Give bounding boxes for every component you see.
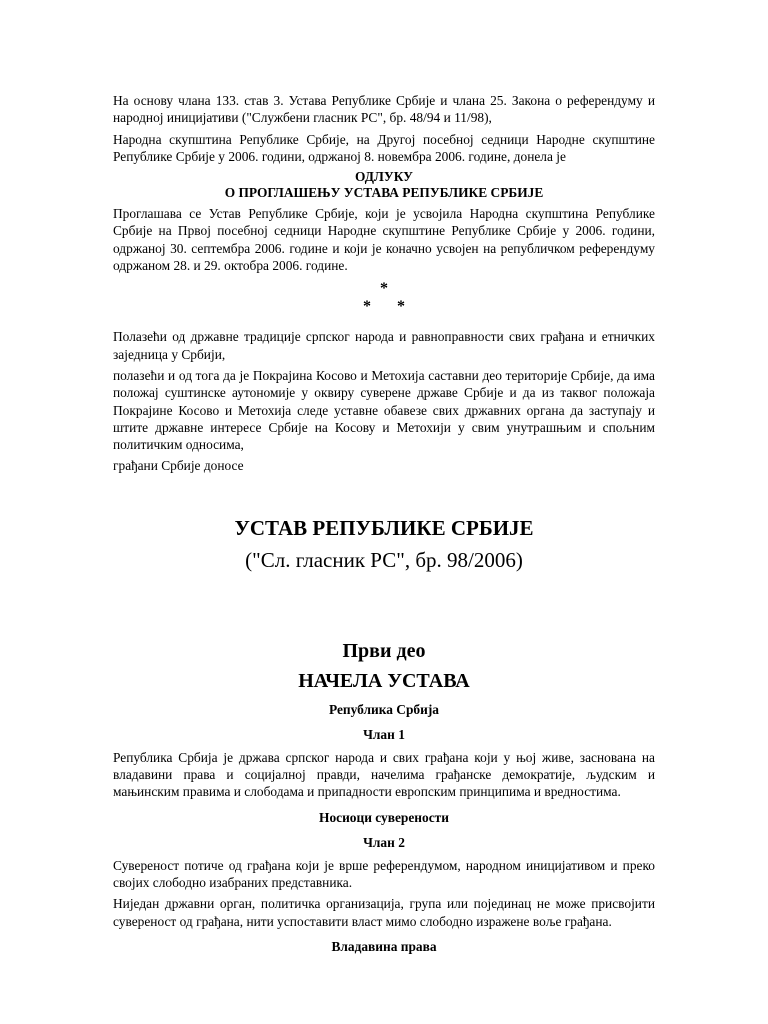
decision-title: [113, 169, 655, 201]
article-number: Члан 1: [363, 726, 405, 742]
intro-paragraph-1: Полазећи од државне традиције српског народа и равноправности свих грађана и етничких заједница у Србији,: [113, 329, 655, 362]
part-name: НАЧЕЛА УСТАВА: [298, 669, 470, 692]
section-heading: Владавина права: [331, 938, 437, 954]
decision-title-line1: ОДЛУКУ: [354, 169, 414, 185]
intro-paragraph-3: грађани Србије доносе: [113, 458, 244, 474]
preamble-basis: На основу члана 133. став 3. Устава Републике Србије и члана 25. Закона о референдуму и народној иницијативи ("Службени гласник РС", бр. 48/94 и 11/98),: [113, 93, 655, 126]
asterism-left-star: *: [363, 298, 371, 316]
article-paragraph: Ниједан државни орган, политичка организација, група или појединац не може присвојити сувереност од грађана, нити успоставити власт мимо слободно изражене воље грађана.: [113, 896, 655, 929]
preamble-assembly: Народна скупштина Републике Србије, на Другој посебној седници Народне скупштине Републике Србије у 2006. години, одржаној 8. новембра 2006. године, донела је: [113, 131, 655, 164]
part-title: Први део: [342, 639, 426, 662]
article-paragraph: Сувереност потиче од грађана који је врше референдумом, народном иницијативом и преко својих слободно изабраних представника.: [113, 857, 655, 890]
asterism-top-star: *: [380, 280, 388, 298]
section-heading: Република Србија: [328, 701, 439, 717]
decision-title-line2: О ПРОГЛАШЕЊУ УСТАВА РЕПУБЛИКЕ СРБИЈЕ: [224, 185, 544, 201]
constitution-title: УСТАВ РЕПУБЛИКЕ СРБИЈЕ: [234, 515, 534, 540]
decision-text: Проглашава се Устав Републике Србије, који је усвојила Народна скупштина Републике Србије на Првој посебној седници Народне скупштине Републике Србије у 2006. години, одржаној 30. септембра 2006. године и који је коначно усвојен на републичком референдуму одржаном 28. и 29. октобра 2006. године.: [113, 206, 655, 274]
section-heading: Носиоци суверености: [319, 809, 449, 825]
asterism-right-star: *: [397, 298, 405, 316]
constitution-gazette: ("Сл. гласник РС", бр. 98/2006): [245, 547, 523, 572]
article-number: Члан 2: [363, 834, 405, 850]
asterism-divider: [113, 280, 655, 316]
document-page: [113, 92, 655, 961]
intro-paragraph-2: полазећи и од тога да је Покрајина Косово и Метохија саставни део територије Србије, да има положај суштинске аутономије у оквиру суверене државе Србије и да из таквог положаја Покрајине Косово и Метохија следе уставне обавезе свих државних органа да заступају и штите државне интересе Србије на Косову и Метохији у свим унутрашњим и спољним политичким односима,: [113, 367, 655, 453]
article-paragraph: Република Србија је држава српског народа и свих грађана који у њој живе, заснована на владавини права и социјалној правди, начелима грађанске демократије, људским и мањинским правима и слободама и припадности европским принципима и вредностима.: [113, 749, 655, 800]
